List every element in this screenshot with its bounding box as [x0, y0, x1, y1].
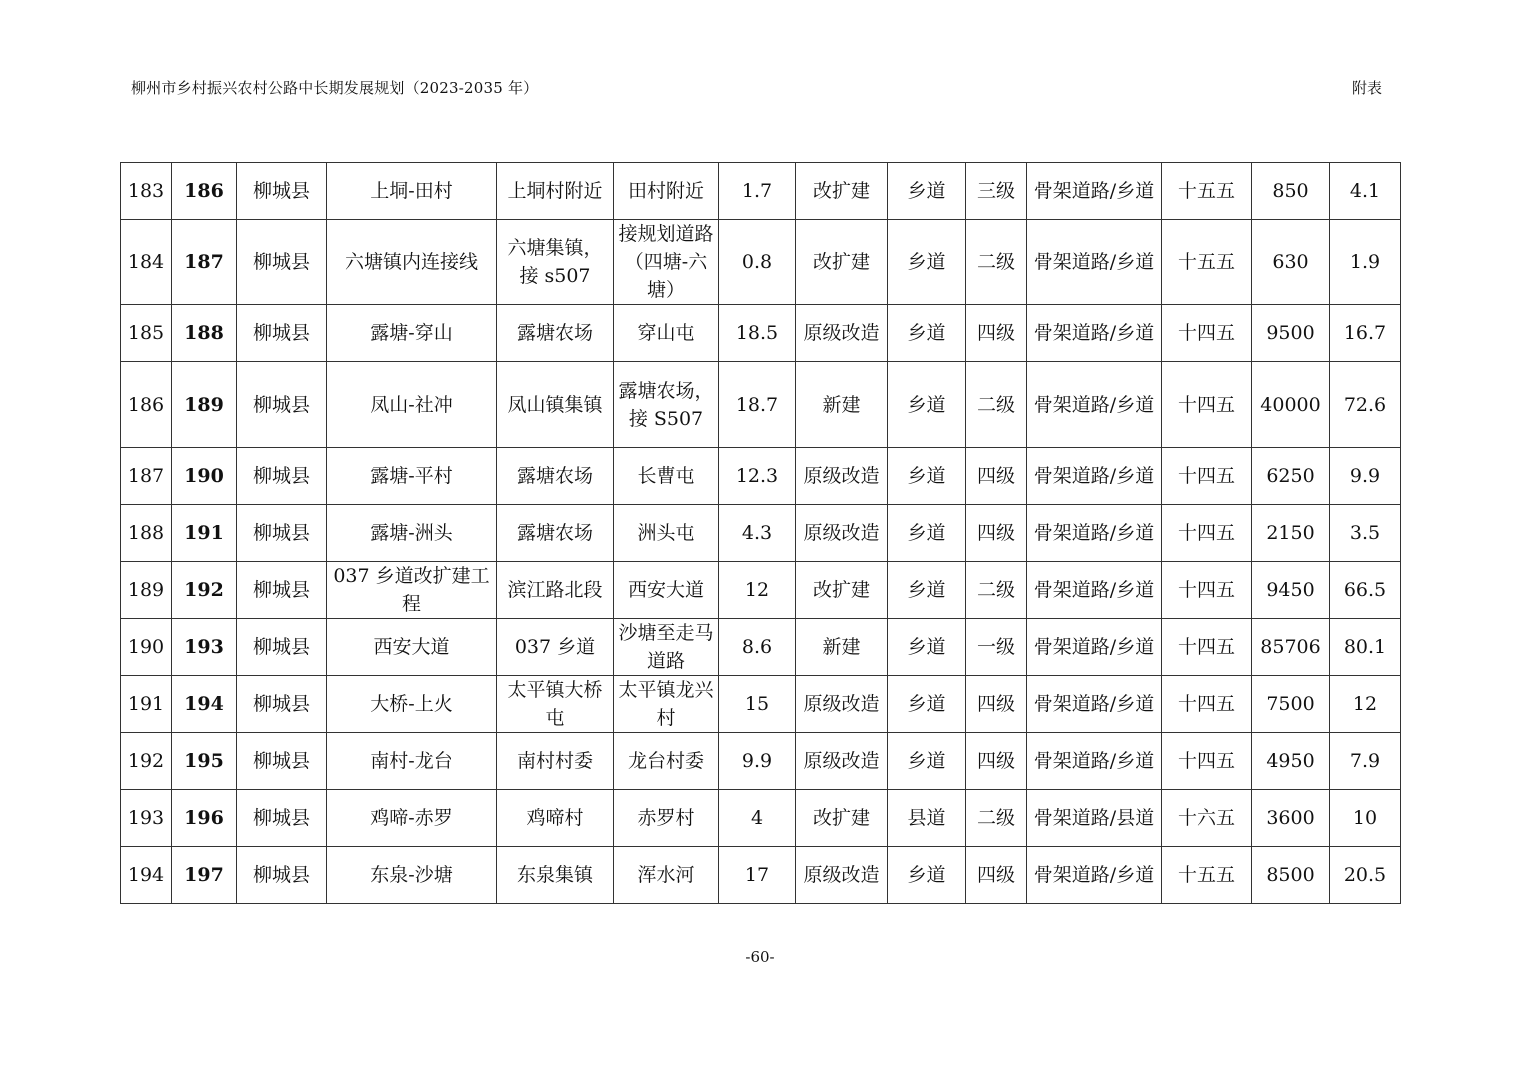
cell-investment: 6250 [1252, 448, 1330, 505]
cell-construction-type: 原级改造 [796, 305, 888, 362]
cell-period: 十四五 [1162, 676, 1252, 733]
cell-route-name: 凤山-社冲 [327, 362, 497, 448]
cell-route-name: 上垌-田村 [327, 163, 497, 220]
cell-seq: 185 [121, 305, 172, 362]
cell-id: 190 [172, 448, 237, 505]
cell-road-class: 乡道 [888, 220, 966, 305]
cell-value: 66.5 [1330, 562, 1401, 619]
cell-county: 柳城县 [237, 163, 327, 220]
table-row [121, 448, 1401, 505]
cell-road-class: 乡道 [888, 562, 966, 619]
cell-county: 柳城县 [237, 847, 327, 904]
cell-investment: 9450 [1252, 562, 1330, 619]
cell-construction-type: 新建 [796, 619, 888, 676]
cell-start: 东泉集镇 [497, 847, 614, 904]
cell-grade: 四级 [966, 847, 1027, 904]
cell-start: 鸡啼村 [497, 790, 614, 847]
cell-road-class: 乡道 [888, 847, 966, 904]
cell-length: 8.6 [719, 619, 796, 676]
cell-category: 骨架道路/乡道 [1027, 847, 1162, 904]
cell-construction-type: 原级改造 [796, 448, 888, 505]
cell-end: 沙塘至走马道路 [614, 619, 719, 676]
cell-period: 十四五 [1162, 305, 1252, 362]
table-row [121, 733, 1401, 790]
cell-construction-type: 改扩建 [796, 163, 888, 220]
cell-road-class: 乡道 [888, 362, 966, 448]
cell-id: 195 [172, 733, 237, 790]
cell-end: 长曹屯 [614, 448, 719, 505]
cell-category: 骨架道路/乡道 [1027, 619, 1162, 676]
road-plan-table [120, 162, 1401, 904]
cell-end: 田村附近 [614, 163, 719, 220]
cell-period: 十四五 [1162, 562, 1252, 619]
cell-county: 柳城县 [237, 733, 327, 790]
cell-construction-type: 原级改造 [796, 676, 888, 733]
cell-investment: 8500 [1252, 847, 1330, 904]
cell-category: 骨架道路/乡道 [1027, 562, 1162, 619]
cell-seq: 194 [121, 847, 172, 904]
cell-length: 9.9 [719, 733, 796, 790]
cell-county: 柳城县 [237, 448, 327, 505]
cell-grade: 二级 [966, 220, 1027, 305]
cell-end: 赤罗村 [614, 790, 719, 847]
cell-investment: 630 [1252, 220, 1330, 305]
document-header-title: 柳州市乡村振兴农村公路中长期发展规划（2023-2035 年） [131, 79, 539, 97]
table-row [121, 562, 1401, 619]
cell-length: 4 [719, 790, 796, 847]
cell-county: 柳城县 [237, 220, 327, 305]
cell-county: 柳城县 [237, 362, 327, 448]
cell-category: 骨架道路/乡道 [1027, 505, 1162, 562]
cell-length: 12 [719, 562, 796, 619]
cell-value: 12 [1330, 676, 1401, 733]
cell-construction-type: 原级改造 [796, 505, 888, 562]
cell-id: 186 [172, 163, 237, 220]
cell-length: 17 [719, 847, 796, 904]
cell-seq: 190 [121, 619, 172, 676]
cell-period: 十四五 [1162, 362, 1252, 448]
document-header-appendix: 附表 [1351, 79, 1382, 97]
cell-grade: 四级 [966, 448, 1027, 505]
cell-start: 六塘集镇，接 s507 [497, 220, 614, 305]
cell-start: 露塘农场 [497, 448, 614, 505]
table-body [121, 163, 1401, 904]
cell-investment: 40000 [1252, 362, 1330, 448]
cell-value: 3.5 [1330, 505, 1401, 562]
cell-grade: 四级 [966, 733, 1027, 790]
cell-construction-type: 原级改造 [796, 847, 888, 904]
cell-road-class: 乡道 [888, 733, 966, 790]
cell-investment: 7500 [1252, 676, 1330, 733]
cell-start: 滨江路北段 [497, 562, 614, 619]
cell-length: 0.8 [719, 220, 796, 305]
cell-road-class: 乡道 [888, 676, 966, 733]
cell-id: 192 [172, 562, 237, 619]
cell-start: 露塘农场 [497, 305, 614, 362]
cell-county: 柳城县 [237, 562, 327, 619]
cell-end: 接规划道路（四塘-六塘） [614, 220, 719, 305]
cell-end: 太平镇龙兴村 [614, 676, 719, 733]
cell-county: 柳城县 [237, 305, 327, 362]
cell-start: 露塘农场 [497, 505, 614, 562]
cell-period: 十四五 [1162, 619, 1252, 676]
cell-route-name: 鸡啼-赤罗 [327, 790, 497, 847]
cell-length: 15 [719, 676, 796, 733]
cell-route-name: 露塘-穿山 [327, 305, 497, 362]
cell-investment: 3600 [1252, 790, 1330, 847]
cell-grade: 二级 [966, 562, 1027, 619]
cell-grade: 一级 [966, 619, 1027, 676]
cell-route-name: 露塘-洲头 [327, 505, 497, 562]
cell-construction-type: 新建 [796, 362, 888, 448]
cell-grade: 二级 [966, 790, 1027, 847]
cell-investment: 9500 [1252, 305, 1330, 362]
table-row [121, 305, 1401, 362]
cell-id: 196 [172, 790, 237, 847]
cell-period: 十五五 [1162, 847, 1252, 904]
cell-value: 16.7 [1330, 305, 1401, 362]
cell-route-name: 西安大道 [327, 619, 497, 676]
cell-length: 1.7 [719, 163, 796, 220]
cell-seq: 191 [121, 676, 172, 733]
table-row [121, 163, 1401, 220]
cell-road-class: 乡道 [888, 448, 966, 505]
cell-start: 凤山镇集镇 [497, 362, 614, 448]
cell-seq: 189 [121, 562, 172, 619]
cell-end: 浑水河 [614, 847, 719, 904]
cell-id: 193 [172, 619, 237, 676]
cell-value: 7.9 [1330, 733, 1401, 790]
cell-construction-type: 原级改造 [796, 733, 888, 790]
cell-category: 骨架道路/县道 [1027, 790, 1162, 847]
cell-value: 20.5 [1330, 847, 1401, 904]
cell-road-class: 乡道 [888, 619, 966, 676]
cell-value: 72.6 [1330, 362, 1401, 448]
cell-seq: 192 [121, 733, 172, 790]
cell-county: 柳城县 [237, 790, 327, 847]
cell-construction-type: 改扩建 [796, 220, 888, 305]
table-row [121, 790, 1401, 847]
cell-route-name: 037 乡道改扩建工程 [327, 562, 497, 619]
cell-period: 十四五 [1162, 505, 1252, 562]
cell-seq: 184 [121, 220, 172, 305]
cell-route-name: 露塘-平村 [327, 448, 497, 505]
cell-road-class: 乡道 [888, 305, 966, 362]
cell-county: 柳城县 [237, 676, 327, 733]
cell-end: 露塘农场，接 S507 [614, 362, 719, 448]
cell-county: 柳城县 [237, 619, 327, 676]
cell-value: 1.9 [1330, 220, 1401, 305]
cell-investment: 2150 [1252, 505, 1330, 562]
cell-investment: 85706 [1252, 619, 1330, 676]
cell-construction-type: 改扩建 [796, 562, 888, 619]
cell-start: 南村村委 [497, 733, 614, 790]
cell-value: 10 [1330, 790, 1401, 847]
cell-category: 骨架道路/乡道 [1027, 733, 1162, 790]
cell-period: 十六五 [1162, 790, 1252, 847]
cell-route-name: 六塘镇内连接线 [327, 220, 497, 305]
cell-seq: 193 [121, 790, 172, 847]
cell-grade: 四级 [966, 676, 1027, 733]
cell-seq: 183 [121, 163, 172, 220]
cell-category: 骨架道路/乡道 [1027, 305, 1162, 362]
cell-investment: 850 [1252, 163, 1330, 220]
cell-road-class: 县道 [888, 790, 966, 847]
table-row [121, 220, 1401, 305]
cell-length: 4.3 [719, 505, 796, 562]
cell-county: 柳城县 [237, 505, 327, 562]
cell-length: 18.5 [719, 305, 796, 362]
cell-grade: 四级 [966, 305, 1027, 362]
cell-category: 骨架道路/乡道 [1027, 362, 1162, 448]
cell-grade: 二级 [966, 362, 1027, 448]
cell-id: 194 [172, 676, 237, 733]
cell-route-name: 南村-龙台 [327, 733, 497, 790]
cell-end: 洲头屯 [614, 505, 719, 562]
cell-value: 9.9 [1330, 448, 1401, 505]
cell-start: 太平镇大桥屯 [497, 676, 614, 733]
cell-end: 穿山屯 [614, 305, 719, 362]
cell-investment: 4950 [1252, 733, 1330, 790]
table-row [121, 847, 1401, 904]
cell-category: 骨架道路/乡道 [1027, 220, 1162, 305]
cell-period: 十四五 [1162, 448, 1252, 505]
cell-grade: 四级 [966, 505, 1027, 562]
cell-start: 037 乡道 [497, 619, 614, 676]
table-row [121, 362, 1401, 448]
cell-length: 12.3 [719, 448, 796, 505]
cell-period: 十五五 [1162, 163, 1252, 220]
cell-start: 上垌村附近 [497, 163, 614, 220]
cell-seq: 186 [121, 362, 172, 448]
cell-category: 骨架道路/乡道 [1027, 448, 1162, 505]
table-row [121, 676, 1401, 733]
cell-seq: 187 [121, 448, 172, 505]
cell-id: 189 [172, 362, 237, 448]
cell-construction-type: 改扩建 [796, 790, 888, 847]
page-number: -60- [745, 948, 775, 966]
table-row [121, 505, 1401, 562]
cell-id: 197 [172, 847, 237, 904]
cell-value: 4.1 [1330, 163, 1401, 220]
cell-route-name: 东泉-沙塘 [327, 847, 497, 904]
cell-road-class: 乡道 [888, 505, 966, 562]
cell-period: 十四五 [1162, 733, 1252, 790]
cell-length: 18.7 [719, 362, 796, 448]
cell-road-class: 乡道 [888, 163, 966, 220]
cell-id: 191 [172, 505, 237, 562]
cell-category: 骨架道路/乡道 [1027, 676, 1162, 733]
cell-grade: 三级 [966, 163, 1027, 220]
cell-seq: 188 [121, 505, 172, 562]
cell-value: 80.1 [1330, 619, 1401, 676]
cell-route-name: 大桥-上火 [327, 676, 497, 733]
table-row [121, 619, 1401, 676]
cell-end: 西安大道 [614, 562, 719, 619]
cell-id: 188 [172, 305, 237, 362]
cell-id: 187 [172, 220, 237, 305]
cell-category: 骨架道路/乡道 [1027, 163, 1162, 220]
cell-end: 龙台村委 [614, 733, 719, 790]
cell-period: 十五五 [1162, 220, 1252, 305]
